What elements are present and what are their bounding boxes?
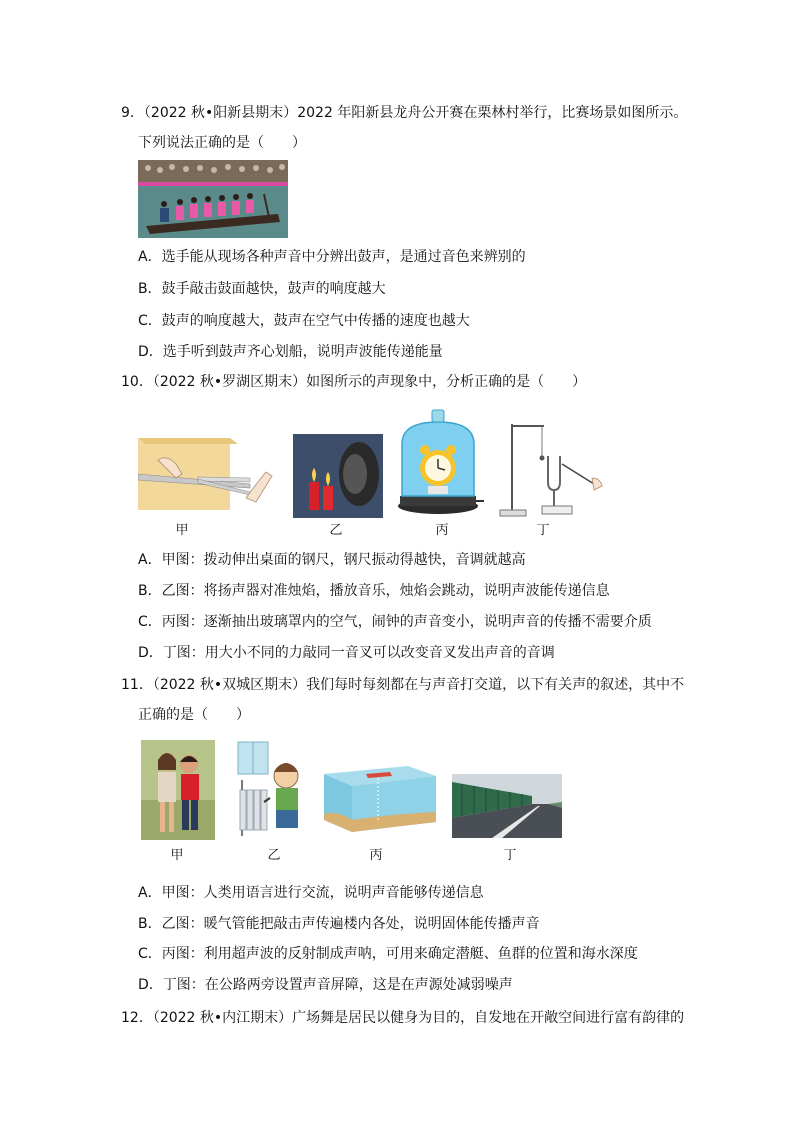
q11-figure-label-yi: 乙 <box>267 848 281 863</box>
q11-option-b: B．乙图：暖气管能把敲击声传遍楼内各处，说明固体能传播声音 <box>138 916 540 932</box>
dragon-boat-photo <box>138 160 288 238</box>
radiator-knocking-figure <box>236 740 312 838</box>
bell-jar-alarm-clock-figure <box>392 404 484 518</box>
q10-option-b: B．乙图：将扬声器对准烛焰，播放音乐，烛焰会跳动，说明声波能传递信息 <box>138 583 610 599</box>
q10-option-c: C．丙图：逐渐抽出玻璃罩内的空气，闹钟的声音变小，说明声音的传播不需要介质 <box>138 614 652 630</box>
q11-figure-label-jia: 甲 <box>170 848 184 863</box>
q11-figure-label-ding: 丁 <box>503 848 517 863</box>
q11-stem-line1: 11．（2022 秋•双城区期末）我们每时每刻都在与声音打交道，以下有关声的叙述，其中不 <box>121 677 685 693</box>
q10-figure-label-bing: 丙 <box>435 523 449 538</box>
q9-option-b: B．鼓手敲击鼓面越快，鼓声的响度越大 <box>138 281 386 297</box>
q11-figure-label-bing: 丙 <box>369 848 383 863</box>
q9-option-c: C．鼓声的响度越大，鼓声在空气中传播的速度也越大 <box>138 313 470 329</box>
q11-option-c: C．丙图：利用超声波的反射制成声呐，可用来确定潜艇、鱼群的位置和海水深度 <box>138 946 638 962</box>
tuning-fork-figure <box>496 420 606 518</box>
q11-option-a: A．甲图：人类用语言进行交流，说明声音能够传递信息 <box>138 885 484 901</box>
q9-stem-line1: 9．（2022 秋•阳新县期末）2022 年阳新县龙舟公开赛在栗林村举行，比赛场景如图所示。 <box>121 105 688 121</box>
q10-stem-line1: 10．（2022 秋•罗湖区期末）如图所示的声现象中，分析正确的是（ ） <box>121 374 587 390</box>
sonar-ocean-figure <box>320 760 438 840</box>
sound-barrier-road-photo <box>452 774 562 838</box>
q12-stem-line1: 12．（2022 秋•内江期末）广场舞是居民以健身为目的，自发地在开敞空间进行富有韵律的 <box>121 1010 685 1026</box>
q11-option-d: D．丁图：在公路两旁设置声音屏障，这是在声源处减弱噪声 <box>138 977 513 993</box>
q10-figure-label-ding: 丁 <box>536 523 550 538</box>
q10-option-d: D．丁图：用大小不同的力敲同一音叉可以改变音叉发出声音的音调 <box>138 645 555 661</box>
q10-figure-label-yi: 乙 <box>329 523 343 538</box>
q10-figure-label-jia: 甲 <box>175 523 189 538</box>
q9-stem-line2: 下列说法正确的是（ ） <box>138 135 306 151</box>
q10-option-a: A．甲图：拨动伸出桌面的钢尺，钢尺振动得越快，音调就越高 <box>138 552 526 568</box>
q9-option-d: D．选手听到鼓声齐心划船，说明声波能传递能量 <box>138 344 443 360</box>
speaker-candle-figure <box>293 434 383 518</box>
q11-stem-line2: 正确的是（ ） <box>138 707 250 723</box>
children-talking-photo <box>141 740 215 840</box>
steel-ruler-figure <box>138 430 278 518</box>
q9-option-a: A．选手能从现场各种声音中分辨出鼓声，是通过音色来辨别的 <box>138 249 526 265</box>
